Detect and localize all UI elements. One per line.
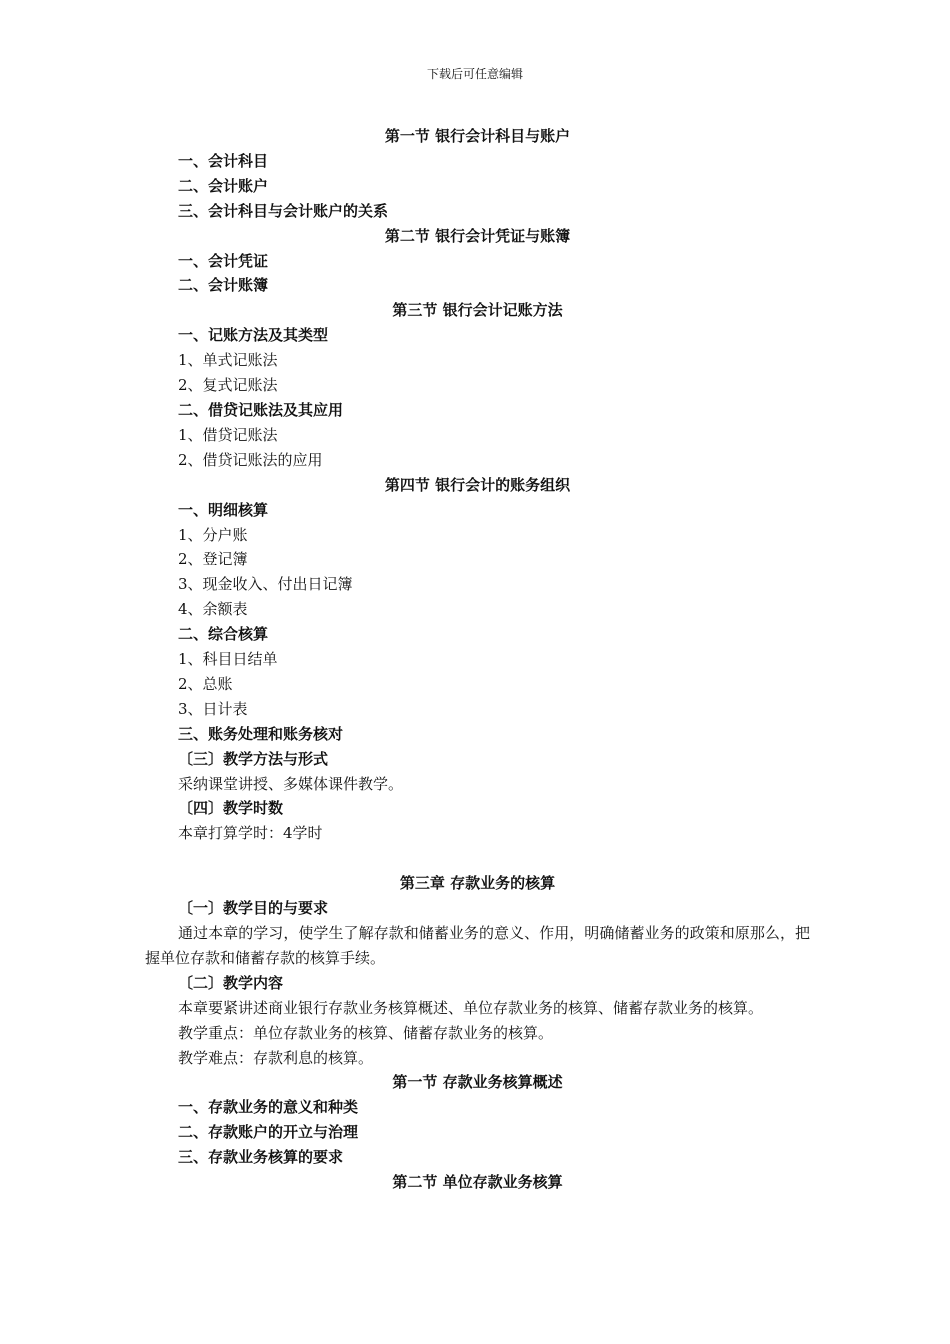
list-item: 1、单式记账法 — [178, 351, 278, 370]
list-item: 4、余额表 — [178, 600, 248, 619]
subsection-heading: 三、账务处理和账务核对 — [178, 724, 344, 743]
subsection-heading: 二、会计账户 — [178, 176, 269, 195]
subsection-heading: 一、存款业务的意义和种类 — [178, 1098, 359, 1117]
list-item: 2、总账 — [178, 674, 233, 693]
subsection-heading: 一、会计凭证 — [178, 251, 269, 270]
subsection-heading: 一、明细核算 — [178, 500, 269, 519]
list-item: 1、分户账 — [178, 525, 248, 544]
document-body — [145, 124, 810, 1195]
paragraph: 教学难点：存款利息的核算。 — [178, 1048, 374, 1067]
list-item: 2、借贷记账法的应用 — [178, 450, 323, 469]
section-heading: 第一节 存款业务核算概述 — [392, 1073, 563, 1092]
list-item: 3、日计表 — [178, 699, 248, 718]
subsection-heading: 〔三〕教学方法与形式 — [178, 749, 329, 768]
subsection-heading: 二、会计账簿 — [178, 276, 269, 295]
list-item: 3、现金收入、付出日记簿 — [178, 575, 353, 594]
subsection-heading: 〔一〕教学目的与要求 — [178, 899, 329, 918]
subsection-heading: 〔四〕教学时数 — [178, 799, 284, 818]
paragraph: 本章要紧讲述商业银行存款业务核算概述、单位存款业务的核算、储蓄存款业务的核算。 — [178, 998, 764, 1017]
page-header: 下载后可任意编辑 — [426, 67, 523, 81]
list-item: 1、科目日结单 — [178, 650, 278, 669]
paragraph: 本章打算学时：4学时 — [178, 824, 323, 843]
paragraph: 教学重点：单位存款业务的核算、储蓄存款业务的核算。 — [178, 1023, 554, 1042]
chapter-heading: 第三章 存款业务的核算 — [399, 874, 556, 893]
section-heading: 第四节 银行会计的账务组织 — [384, 475, 571, 494]
section-heading: 第二节 银行会计凭证与账簿 — [384, 226, 571, 245]
subsection-heading: 一、会计科目 — [178, 151, 269, 170]
list-item: 2、复式记账法 — [178, 376, 278, 395]
subsection-heading: 二、存款账户的开立与治理 — [178, 1123, 359, 1142]
subsection-heading: 二、综合核算 — [178, 625, 269, 644]
section-heading: 第二节 单位存款业务核算 — [392, 1173, 563, 1192]
subsection-heading: 二、借贷记账法及其应用 — [178, 400, 344, 419]
subsection-heading: 一、记账方法及其类型 — [178, 326, 329, 345]
section-heading: 第一节 银行会计科目与账户 — [384, 127, 571, 145]
section-heading: 第三节 银行会计记账方法 — [392, 301, 563, 320]
paragraph: 采纳课堂讲授、多媒体课件教学。 — [178, 774, 404, 793]
subsection-heading: 三、存款业务核算的要求 — [178, 1148, 344, 1167]
subsection-heading: 〔二〕教学内容 — [178, 973, 284, 992]
paragraph: 通过本章的学习，使学生了解存款和储蓄业务的意义、作用，明确储蓄业务的政策和原那么，把握单位存款和储蓄存款的核算手续。 — [145, 923, 810, 967]
spacer — [145, 846, 810, 871]
list-item: 2、登记簿 — [178, 550, 248, 569]
list-item: 1、借贷记账法 — [178, 425, 278, 444]
subsection-heading: 三、会计科目与会计账户的关系 — [178, 201, 389, 220]
